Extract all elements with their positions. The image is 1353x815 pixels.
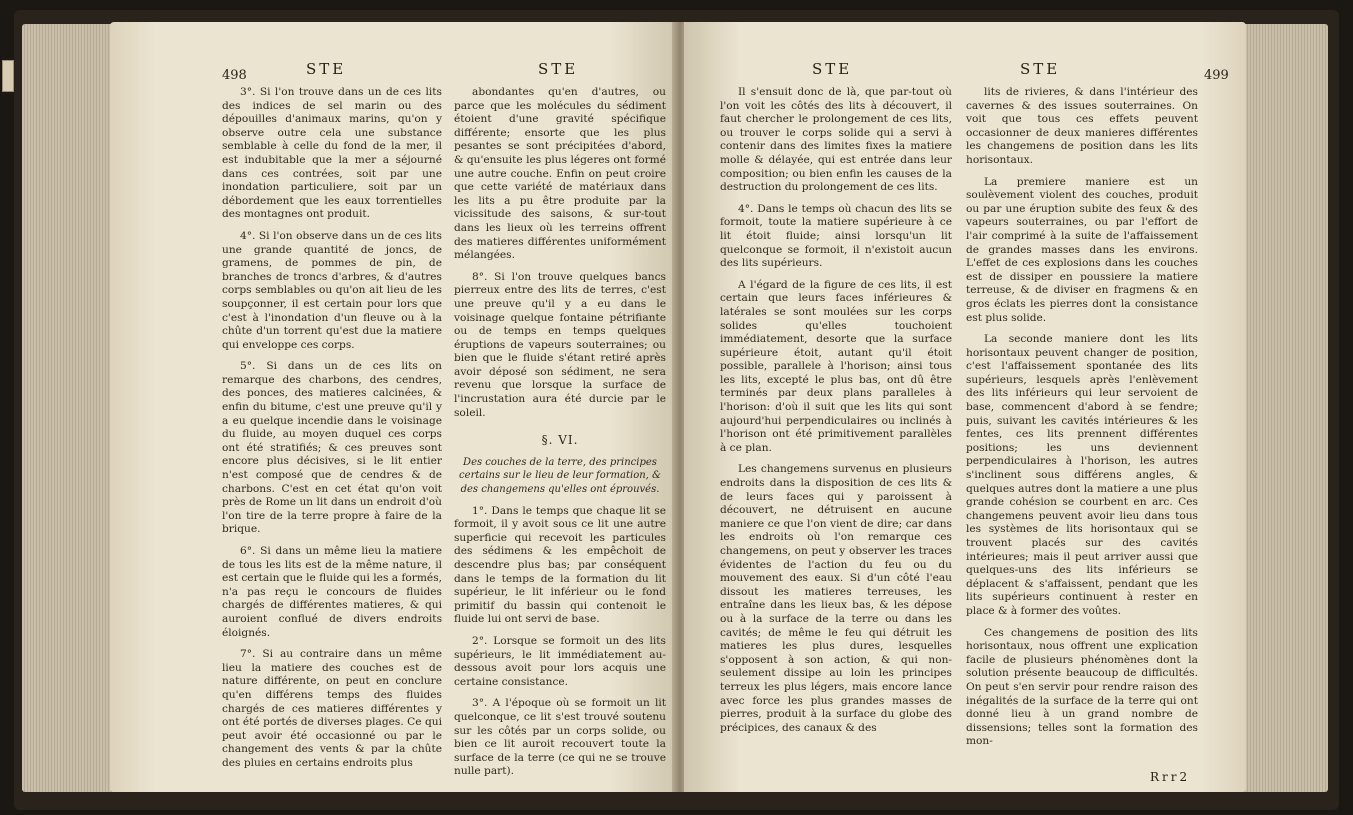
left-page [110,22,678,792]
paragraph: 5°. Si dans un de ces lits on remarque des charbons, des cendres, des ponces, des matieres calcinées, & enfin du bitume, c'est une preuve qu'il y a eu quelque incendie dans le voisinage du fluide, au moyen duquel ces corps ont été stratifiés; & ces preuves sont encore plus décisives, si le lit entier n'est composé que de cendres & de charbons. C'est en cet état qu'on voit près de Rome un lit dans un endroit d'où l'on tire de la terre propre à faire de la brique. [222,360,442,536]
right-column-2 [966,86,1198,757]
book-clamp [2,60,14,92]
section-title: Des couches de la terre, des principes certains sur le lieu de leur formation, & des changemens qu'elles ont éprouvés. [459,456,661,496]
left-column-2 [454,86,666,787]
paragraph: 8°. Si l'on trouve quelques bancs pierreux entre des lits de terres, c'est une preuve qu'il y a eu dans le voisinage quelque fontaine pétrifiante ou de temps en temps quelques éruptions de vapeurs souterraines; ou bien que le fluide s'étant retiré après avoir déposé son sédiment, ne sera revenu que lorsque la surface de l'incrustation aura été durcie par le soleil. [454,270,666,419]
paragraph: 2°. Lorsque se formoit un des lits supérieurs, le lit immédiatement au-dessous avoit pour lors acquis une certaine consistance. [454,634,666,688]
left-column-1 [222,86,442,779]
paragraph: Les changemens survenus en plusieurs endroits dans la disposition de ces lits & de leurs faces qui y paroissent à découvert, ne détruisent en aucune maniere ce que l'on vient de dire; car dans les endroits où l'on remarque ces changemens, on peut y observer les traces évidentes de l'action du feu ou du mouvement des eaux. Si d'un côté l'eau dissout les matieres terreuses, les entraîne dans les lieux bas, & les dépose ou à la surface de la terre ou dans les cavités; de même le feu qui détruit les matieres les plus dures, lesquelles s'opposent à son action, & qui non-seulement dissipe au loin les principes terreux les plus légers, mais encore lance avec force les plus grandes masses de pierres, produit à la surface du globe des précipices, des canaux & des [720,463,952,734]
page-number: 498 [222,68,247,83]
right-page [684,22,1246,792]
paragraph: 7°. Si au contraire dans un même lieu la matiere des couches est de nature différente, on peut en conclure qu'en différens temps des fluides chargés de ces matieres différentes y ont été portés de diverses plages. Ce qui peut avoir été occasionné ou par le changement des vents & par la chûte des pluies en certains endroits plus [222,648,442,769]
paragraph: abondantes qu'en d'autres, ou parce que les molécules du sédiment étoient d'une gravité spécifique différente; ensorte que les plus pesantes se sont précipitées d'abord, & qu'ensuite les plus légeres ont formé une autre couche. Enfin on peut croire que cette variété de matériaux dans les lits a pu être produite par la vicissitude des saisons, & sur-tout dans les lieux où les terreins offrent des matieres différentes uniformément mélangées. [454,86,666,262]
page-number: 499 [1204,68,1229,83]
paragraph: lits de rivieres, & dans l'intérieur des cavernes & des issues souterraines. On voit que tous ces effets peuvent occasionner de deux manieres différentes les changemens de position dans les lits horisontaux. [966,86,1198,166]
running-head-col1: STE [306,60,347,78]
signature-mark: Rrr2 [1150,770,1191,784]
paragraph: A l'égard de la figure de ces lits, il est certain que leurs faces inférieures & latérales se sont moulées sur les corps solides qu'elles touchoient immédiatement, desorte que la surface supérieure étoit, autant qu'il étoit possible, parallele à l'horison; ainsi tous les lits, excepté le plus bas, ont dû être terminés par deux plans paralleles à l'horison: d'où il suit que les lits qui sont aujourd'hui perpendiculaires ou inclinés à l'horison ont été primitivement parallèles à ce plan. [720,278,952,454]
paragraph: 4°. Dans le temps où chacun des lits se formoit, toute la matiere supérieure à ce lit étoit fluide; ainsi lorsqu'un lit quelconque se formoit, il n'existoit aucun des lits supérieurs. [720,202,952,270]
right-column-1 [720,86,952,743]
paragraph: 3°. Si l'on trouve dans un de ces lits des indices de sel marin ou des dépouilles d'animaux marins, qu'on y observe outre cela une substance semblable à celle du fond de la mer, il est indubitable que la mer a séjourné dans ces contrées, soit par une inondation particuliere, soit par un débordement que les eaux torrentielles des montagnes ont produit. [222,86,442,221]
running-head-col1: STE [812,60,853,78]
running-head-col2: STE [1020,60,1061,78]
paragraph: Il s'ensuit donc de là, que par-tout où l'on voit les côtés des lits à découvert, il faut chercher le prolongement de ces lits, ou trouver le corps solide qui a servi à contenir dans des limites fixes la matiere molle & délayée, qui est entrée dans leur composition; ou bien enfin les causes de la destruction du prolongement de ces lits. [720,86,952,194]
section-heading: §. VI. [541,433,579,448]
paragraph: La seconde maniere dont les lits horisontaux peuvent changer de position, c'est l'affaissement spontanée des lits supérieurs, lesquels après l'enlèvement des lits inférieurs qui leur servoient de base, commencent d'abord à se fendre; puis, suivant les cavités intérieures & les fentes, ces lits prennent différentes positions; les uns deviennent perpendiculaires à l'horison, les autres s'inclinent sous différens angles, & quelques autres dont la matiere a une plus grande cohésion se courbent en arc. Ces changemens peuvent avoir lieu dans tous les systèmes de lits horisontaux qui se trouvent placés sur des cavités intérieures; mais il peut arriver aussi que quelques-uns des lits inférieurs se déplacent & s'affaissent, pendant que les lits supérieurs continuent à rester en place & à former des voûtes. [966,333,1198,617]
paragraph: La premiere maniere est un soulèvement violent des couches, produit ou par une éruption subite des feux & des vapeurs souterraines, ou par l'effort de l'air comprimé à la suite de l'affaissement de grandes masses dans les environs. L'effet de ces explosions dans les couches est de dissiper en poussiere la matiere terreuse, & de diviser en fragmens & en gros éclats les pierres dont la consistance est plus solide. [966,175,1198,324]
paragraph: 6°. Si dans un même lieu la matiere de tous les lits est de la même nature, il est certain que le fluide qui les a formés, n'a pas reçu le concours de fluides chargés de différentes matieres, & qui auroient conflué de divers endroits éloignés. [222,545,442,639]
running-head-col2: STE [538,60,579,78]
paragraph: 4°. Si l'on observe dans un de ces lits une grande quantité de joncs, de gramens, de pommes de pin, de branches de troncs d'arbres, & d'autres corps semblables ou qu'on ait lieu de les soupçonner, il est certain pour lors que c'est à l'inondation d'un fleuve ou à la chûte d'un torrent qu'est due la matiere qui enveloppe ces corps. [222,229,442,351]
paragraph: 3°. A l'époque où se formoit un lit quelconque, ce lit s'est trouvé soutenu sur les côtés par un corps solide, ou bien ce lit auroit recouvert toute la surface de la terre (ce qui ne se trouve nulle part). [454,697,666,778]
paragraph: Ces changemens de position des lits horisontaux, nous offrent une explication facile de plusieurs phénomènes dont la solution présente beaucoup de difficultés. On peut s'en servir pour rendre raison des inégalités de la surface de la terre qui ont donné lieu à un grand nombre de dissensions; telles sont la formation des mon- [966,626,1198,748]
paragraph: 1°. Dans le temps que chaque lit se formoit, il y avoit sous ce lit une autre superficie qui recevoit les particules des sédimens & les empêchoit de descendre plus bas; par conséquent dans le temps de la formation du lit supérieur, le lit inférieur ou le fond primitif du bassin qui contenoit le fluide lui ont servi de base. [454,504,666,626]
